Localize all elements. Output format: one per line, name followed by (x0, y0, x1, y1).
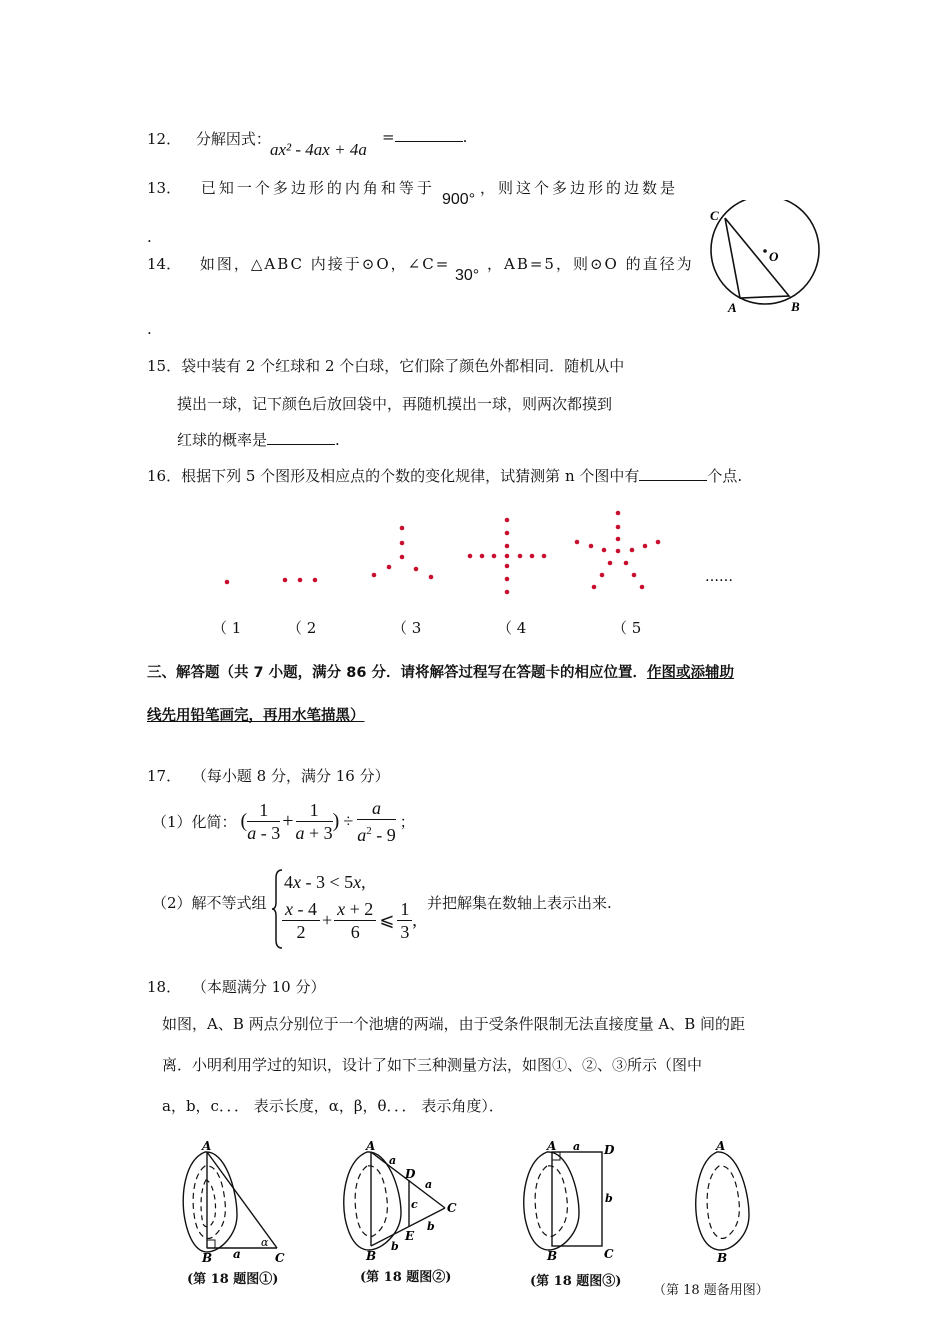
q13-text: 已知一个多边形的内角和等于 (200, 179, 435, 197)
svg-text:B: B (547, 1249, 558, 1263)
q18-figure-2 (335, 1138, 465, 1270)
q16-fig-label-4: （ 4 (497, 619, 527, 637)
svg-text:a: a (233, 1247, 241, 1261)
q17-number: 17． (147, 767, 182, 785)
svg-text:D: D (405, 1167, 416, 1181)
triangle-abc (725, 218, 789, 298)
fig3-dot (429, 575, 434, 580)
fig5-dot (608, 561, 613, 566)
q16-number: 16． (147, 467, 182, 485)
section3-underlined: 作图或添辅助 (646, 665, 734, 681)
section3-line2: 线先用铅笔画完，再用水笔描黑） (147, 708, 365, 724)
fig5-dot (656, 540, 661, 545)
svg-text:B: B (366, 1249, 377, 1263)
q14-text: 如图，△ABC 内接于⊙O，∠C= (199, 255, 451, 273)
q15-line2: 摸出一球，记下颜色后放回袋中，再随机摸出一球，则两次都摸到 (177, 395, 613, 413)
fig5-dot (630, 548, 635, 553)
center-dot (763, 249, 767, 253)
fig5-dot (616, 537, 621, 542)
fig3-dot (400, 555, 405, 560)
fig4-dot (505, 544, 510, 549)
q16-fig-label-3: （ 3 (392, 619, 422, 637)
fig4-dot (505, 531, 510, 536)
svg-text:c: c (411, 1198, 418, 1211)
q12-blank[interactable] (395, 129, 463, 142)
fig4-dot (505, 564, 510, 569)
inequality-1: 4x - 3 < 5x, (284, 872, 366, 892)
q16-text: 根据下列 5 个图形及相应点的个数的变化规律，试猜测第 n 个图中有 (181, 467, 640, 485)
svg-text:B: B (717, 1251, 728, 1265)
fig3-dot (400, 526, 405, 531)
q14-tail: . (147, 320, 152, 338)
fig4-dot (468, 554, 473, 559)
fig5-dot (632, 573, 637, 578)
fig4-dot (505, 518, 510, 523)
q16-fig-label-5: （ 5 (612, 619, 642, 637)
label-a: A (728, 300, 737, 315)
q18-caption-3: (第 18 题图③) (530, 1274, 622, 1289)
q13-line (147, 177, 435, 198)
q12-answer: = . (382, 128, 468, 146)
fig3-dot (372, 573, 377, 578)
fig5-dot (602, 548, 607, 553)
fig5-dot (616, 511, 621, 516)
fig2-dot (313, 578, 318, 583)
q16-dot-patterns (200, 505, 760, 600)
fig5-dot (616, 549, 621, 554)
fraction-a-over-a2-minus-9: $\frac{a}{a^2 - 9}$ (357, 798, 396, 845)
q12-expression: ax² - 4ax + 4a (270, 140, 367, 159)
fig4-dot (542, 554, 547, 559)
q12-line (147, 128, 271, 149)
fig2-dot (283, 578, 288, 583)
fig4-dot (505, 577, 510, 582)
q18-caption-spare: （第 18 题备用图） (653, 1283, 769, 1298)
q15-line1 (147, 355, 624, 376)
q17-part2-label: （2）解不等式组 (152, 894, 267, 912)
fig4-dot (505, 554, 510, 559)
q13-text2: ，则这个多边形的边数是 (480, 179, 679, 197)
fig5-dot (592, 585, 597, 590)
fig5-dot (589, 544, 594, 549)
q16-fig-label-1: （ 1 (212, 619, 242, 637)
q17-note: （每小题 8 分，满分 16 分） (191, 767, 390, 785)
fig1-dot (225, 580, 230, 585)
q18-figure-3 (515, 1138, 630, 1270)
q18-line3: a，b，c．．． 表示长度，α，β，θ．．． 表示角度）． (162, 1097, 504, 1115)
q16-fig-label-2: （ 2 (287, 619, 317, 637)
svg-text:A: A (366, 1139, 376, 1153)
fraction-1-over-a-minus-3: $\frac{1}{a - 3}$ (247, 800, 281, 843)
q18-line2: 离．小明利用学过的知识，设计了如下三种测量方法，如图①、②、③所示（图中 (162, 1056, 703, 1074)
fig3-dot (387, 565, 392, 570)
svg-text:b: b (391, 1240, 399, 1253)
svg-text:A: A (716, 1140, 726, 1153)
q15-blank[interactable] (267, 432, 335, 445)
q14-line (147, 253, 450, 274)
q18-line1: 如图，A、B 两点分别位于一个池塘的两端，由于受条件限制无法直接度量 A、B 间的距 (162, 1015, 746, 1033)
fraction-1-over-a-plus-3: $\frac{1}{a + 3}$ (295, 800, 333, 843)
svg-text:C: C (604, 1247, 614, 1261)
svg-text:b: b (427, 1220, 435, 1233)
q14-text2: ，AB=5，则⊙O 的直径为 (487, 255, 694, 273)
q17-inequality-system (270, 868, 430, 950)
svg-text:A: A (202, 1140, 212, 1153)
q13-tail: . (147, 228, 152, 246)
fig5-dot (616, 525, 621, 530)
fig4-dot (505, 590, 510, 595)
q17-part2-tail: 并把解集在数轴上表示出来. (427, 894, 612, 912)
label-o: O (769, 249, 779, 264)
q18-caption-1: (第 18 题图①) (187, 1272, 279, 1287)
q16-ellipsis: …… (705, 569, 733, 585)
fig5-dot (640, 585, 645, 590)
q18-figure-1 (175, 1140, 295, 1272)
label-c: C (710, 208, 719, 223)
fig5-dot (624, 561, 629, 566)
label-b: B (791, 299, 800, 314)
q18-header (147, 976, 326, 997)
fig5-dot (575, 540, 580, 545)
svg-text:B: B (202, 1251, 213, 1265)
q18-number: 18． (147, 978, 182, 996)
fig4-dot (518, 554, 523, 559)
q15-number: 15． (147, 357, 182, 375)
svg-text:a: a (425, 1178, 433, 1191)
fig4-dot (530, 554, 535, 559)
svg-text:D: D (604, 1143, 615, 1157)
q14-angle: 30° (455, 267, 480, 284)
svg-text:C: C (275, 1251, 285, 1265)
q14-circle-figure (703, 200, 828, 318)
svg-text:A: A (547, 1139, 557, 1153)
q17-header (147, 765, 390, 786)
section3-text: 三、解答题（共 7 小题，满分 86 分．请将解答过程写在答题卡的相应位置． (147, 665, 647, 681)
svg-text:b: b (605, 1192, 613, 1205)
fig5-dot (600, 573, 605, 578)
fig3-dot (414, 567, 419, 572)
fig4-dot (480, 554, 485, 559)
fig2-dot (298, 578, 303, 583)
q18-caption-2: (第 18 题图②) (360, 1270, 452, 1285)
q13-number: 13． (147, 179, 182, 197)
q12-number: 12． (147, 130, 182, 148)
svg-text:C: C (447, 1201, 457, 1215)
fig4-dot (492, 554, 497, 559)
svg-text:a: a (573, 1140, 581, 1153)
q13-angle: 900° (442, 191, 476, 208)
q17-part1: （1）化简： ( $\frac{1}{a - 3}$ + $\frac{1}{a + 3}$ ) ÷ $\frac{a}{a^2 - 9}$ ； (152, 798, 415, 845)
q17-part1-label: （1）化简： (152, 813, 237, 831)
q15-text1: 袋中装有 2 个红球和 2 个白球，它们除了颜色外都相同．随机从中 (181, 357, 625, 375)
svg-text:E: E (405, 1229, 415, 1243)
q15-line3: 红球的概率是 . (177, 431, 340, 449)
q18-figure-spare (685, 1140, 765, 1270)
section3-line1 (147, 661, 734, 682)
svg-text:a: a (389, 1154, 397, 1167)
q14-number: 14． (147, 255, 182, 273)
inequality-2: $\frac{x - 4}{2}$ + $\frac{x + 2}{6}$ ⩽ $\frac{1}{3}$ , (282, 898, 417, 943)
q18-note: （本题满分 10 分） (191, 978, 326, 996)
svg-text:α: α (261, 1236, 269, 1249)
q16-blank[interactable] (639, 468, 707, 481)
q16-line: 16．根据下列 5 个图形及相应点的个数的变化规律，试猜测第 n 个图中有 个点. (147, 467, 743, 485)
q12-text: 分解因式： (195, 130, 271, 148)
fig5-dot (643, 544, 648, 549)
fig3-dot (400, 541, 405, 546)
